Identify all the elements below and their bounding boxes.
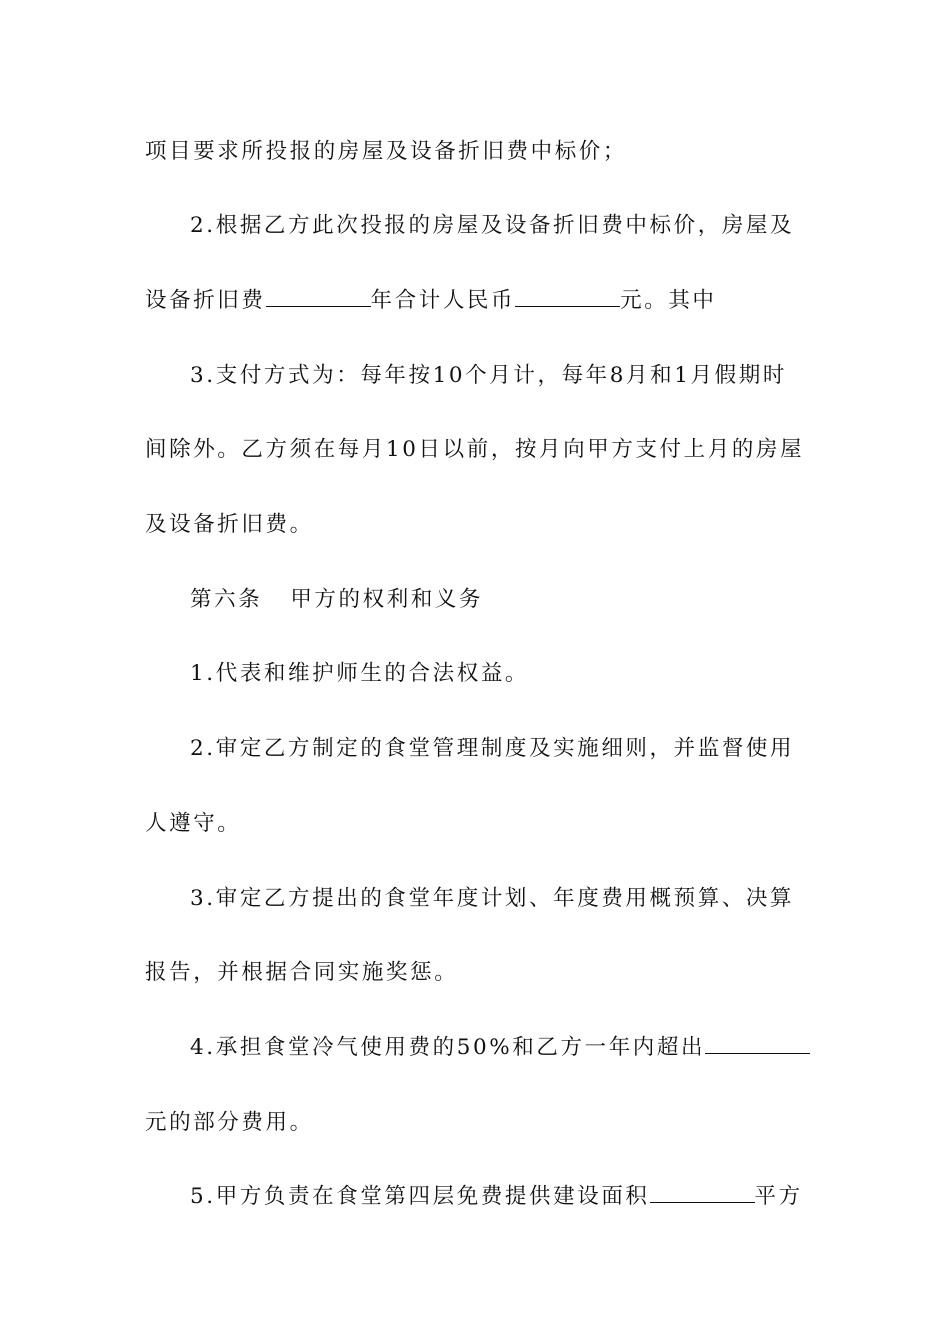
line-text: 3.审定乙方提出的食堂年度计划、年度费用概预算、决算	[190, 886, 795, 911]
article-title: 甲方的权利和义务	[290, 587, 484, 612]
line-text: 4.承担食堂冷气使用费的50%和乙方一年内超出	[190, 1035, 706, 1060]
line-text: 项目要求所投报的房屋及设备折旧费中标价；	[145, 139, 628, 164]
text-line	[145, 1108, 810, 1138]
line-text: 平方	[754, 1184, 803, 1209]
line-text: 及设备折旧费。	[145, 512, 314, 537]
text-line	[145, 286, 810, 316]
text-line	[145, 958, 810, 988]
fill-in-blank	[515, 286, 620, 307]
section-heading	[190, 585, 810, 615]
text-line	[190, 1182, 810, 1212]
text-line	[145, 435, 810, 465]
text-line	[145, 510, 810, 540]
fill-in-blank	[266, 286, 371, 307]
text-line	[145, 809, 810, 839]
text-line	[190, 734, 810, 764]
line-text: 人遵守。	[145, 811, 242, 836]
fill-in-blank	[705, 1033, 810, 1054]
line-text: 1.代表和维护师生的合法权益。	[190, 661, 530, 686]
line-text: 5.甲方负责在食堂第四层免费提供建设面积	[190, 1184, 650, 1209]
text-line	[190, 1033, 810, 1063]
text-line	[190, 211, 810, 241]
line-text: 2.审定乙方制定的食堂管理制度及实施细则，并监督使用	[190, 736, 795, 761]
fill-in-blank	[650, 1182, 755, 1203]
text-line	[190, 659, 810, 689]
line-text: 2.根据乙方此次投报的房屋及设备折旧费中标价，房屋及	[190, 213, 795, 238]
line-text: 元的部分费用。	[145, 1110, 314, 1135]
text-line	[190, 361, 810, 391]
line-text: 年合计人民币	[370, 288, 516, 313]
line-text: 3.支付方式为：每年按10个月计，每年8月和1月假期时	[190, 363, 787, 388]
line-text: 设备折旧费	[145, 288, 266, 313]
text-line	[190, 884, 810, 914]
article-number: 第六条	[190, 587, 263, 612]
line-text: 元。其中	[620, 288, 717, 313]
text-line	[145, 137, 810, 167]
line-text: 报告，并根据合同实施奖惩。	[145, 960, 459, 985]
line-text: 间除外。乙方须在每月10日以前，按月向甲方支付上月的房屋	[145, 437, 805, 462]
